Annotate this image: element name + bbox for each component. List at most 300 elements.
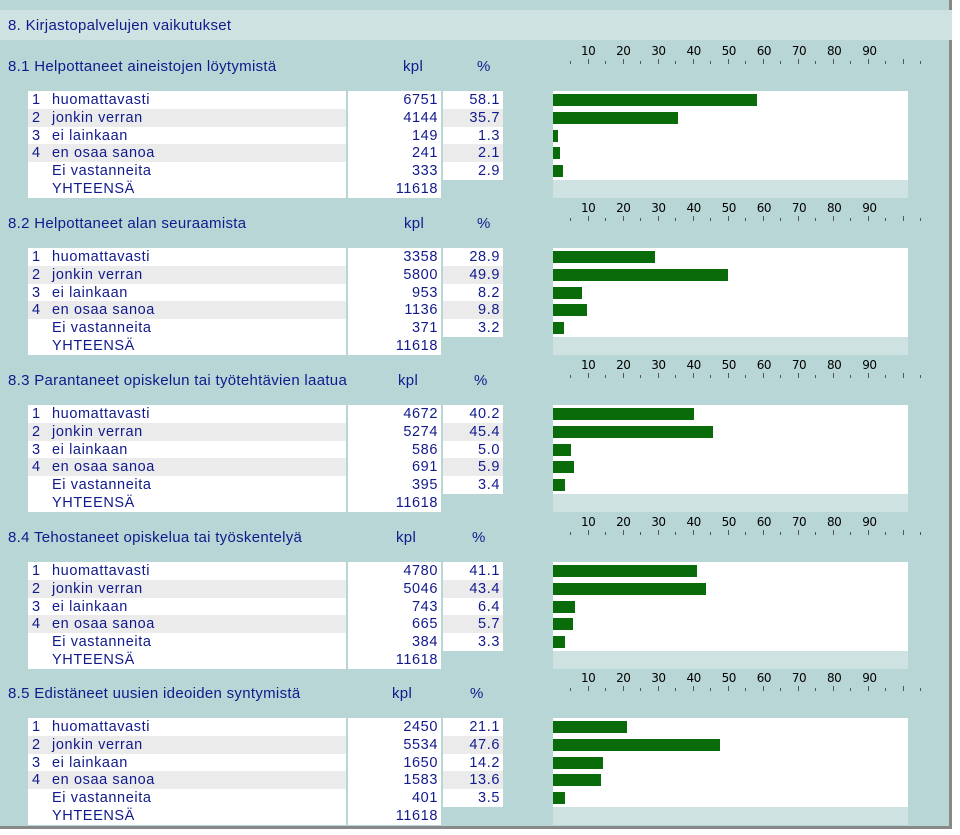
scale-tick-mark — [815, 532, 816, 535]
row-number: 2 — [32, 736, 41, 753]
scale-tick-mark — [868, 373, 869, 378]
row-kpl: 3358 — [403, 249, 438, 265]
scale-tick-label: 60 — [756, 671, 772, 685]
scale-tick-mark — [833, 686, 834, 691]
column-header-kpl: kpl — [403, 58, 424, 75]
scale-tick-mark — [920, 218, 921, 221]
scale-tick-label: 50 — [721, 358, 736, 372]
total-label: YHTEENSÄ — [52, 181, 135, 197]
percent-scale — [560, 201, 920, 225]
row-kpl: 743 — [412, 598, 438, 615]
total-bar-track — [553, 651, 908, 669]
scale-tick-mark — [868, 216, 869, 221]
row-percent: 1.3 — [478, 127, 500, 144]
scale-tick-mark — [815, 688, 816, 691]
total-label: YHTEENSÄ — [52, 652, 135, 668]
scale-tick-mark — [710, 532, 711, 535]
scale-tick-label: 10 — [581, 358, 596, 372]
scale-tick-mark — [798, 530, 799, 535]
scale-tick-label: 80 — [827, 358, 842, 372]
section-title: 8.2 Helpottaneet alan seuraamista — [8, 215, 247, 232]
row-percent: 5.7 — [478, 616, 500, 633]
scale-tick-mark — [833, 530, 834, 535]
chart-bar — [553, 757, 603, 769]
scale-tick-mark — [675, 375, 676, 378]
bar-track — [553, 405, 908, 423]
total-bar-track — [553, 180, 908, 198]
scale-tick-mark — [640, 532, 641, 535]
row-percent: 58.1 — [469, 92, 500, 108]
row-number: 1 — [32, 249, 41, 265]
page-title: 8. Kirjastopalvelujen vaikutukset — [8, 17, 232, 34]
scale-tick-mark — [728, 216, 729, 221]
scale-tick-label: 60 — [756, 201, 772, 215]
scale-tick-label: 70 — [791, 671, 807, 685]
bar-track — [553, 144, 908, 162]
scale-tick-mark — [728, 373, 729, 378]
scale-tick-mark — [885, 688, 886, 691]
chart-bar — [553, 94, 757, 106]
scale-tick-label: 70 — [791, 358, 807, 372]
chart-bar — [553, 269, 728, 281]
row-label: huomattavasti — [52, 406, 151, 422]
row-label: huomattavasti — [52, 92, 151, 108]
chart-bar — [553, 583, 706, 595]
scale-tick-mark — [710, 375, 711, 378]
row-percent: 45.4 — [469, 423, 500, 440]
row-percent: 21.1 — [469, 719, 500, 735]
chart-bar — [553, 251, 655, 263]
row-label: jonkin verran — [52, 736, 143, 753]
row-percent: 6.4 — [478, 598, 500, 615]
scale-tick-label: 70 — [791, 515, 807, 529]
row-label: ei lainkaan — [52, 127, 128, 144]
row-percent: 47.6 — [469, 736, 500, 753]
row-number: 3 — [32, 754, 41, 771]
scale-tick-mark — [658, 530, 659, 535]
scale-tick-mark — [745, 61, 746, 64]
row-number: 2 — [32, 266, 41, 283]
row-label: huomattavasti — [52, 563, 151, 579]
row-percent: 35.7 — [469, 109, 500, 126]
bar-track — [553, 458, 908, 476]
row-number: 3 — [32, 598, 41, 615]
row-number: 4 — [32, 302, 41, 319]
scale-tick-mark — [640, 375, 641, 378]
chart-bar — [553, 792, 565, 804]
chart-bar — [553, 112, 678, 124]
bar-track — [553, 109, 908, 127]
scale-tick-mark — [623, 216, 624, 221]
column-header-kpl: kpl — [404, 215, 425, 232]
total-bar-track — [553, 337, 908, 355]
row-kpl: 4144 — [403, 109, 438, 126]
scale-tick-mark — [728, 59, 729, 64]
row-percent: 3.4 — [478, 477, 500, 494]
row-label: en osaa sanoa — [52, 616, 155, 633]
row-number: 1 — [32, 719, 41, 735]
scale-tick-label: 60 — [756, 515, 772, 529]
chart-bar — [553, 444, 571, 456]
scale-tick-label: 80 — [827, 201, 842, 215]
scale-tick-mark — [710, 688, 711, 691]
total-kpl: 11618 — [395, 338, 438, 354]
row-percent: 5.9 — [478, 459, 500, 476]
total-label: YHTEENSÄ — [52, 338, 135, 354]
scale-tick-mark — [570, 688, 571, 691]
row-percent: 3.3 — [478, 634, 500, 651]
scale-tick-mark — [850, 61, 851, 64]
bar-track — [553, 562, 908, 580]
column-header-kpl: kpl — [396, 529, 417, 546]
scale-tick-label: 10 — [581, 515, 596, 529]
row-number: 2 — [32, 109, 41, 126]
scale-tick-mark — [850, 688, 851, 691]
column-header-percent: % — [470, 685, 484, 702]
scale-tick-mark — [868, 686, 869, 691]
row-kpl: 6751 — [403, 92, 438, 108]
scale-tick-label: 20 — [616, 44, 631, 58]
scale-tick-mark — [710, 61, 711, 64]
chart-bar — [553, 739, 720, 751]
scale-tick-mark — [640, 688, 641, 691]
scale-tick-label: 80 — [827, 44, 842, 58]
scale-tick-mark — [920, 532, 921, 535]
scale-tick-mark — [675, 532, 676, 535]
row-label: en osaa sanoa — [52, 772, 155, 789]
scale-tick-label: 30 — [651, 671, 666, 685]
row-label: ei lainkaan — [52, 441, 128, 458]
scale-tick-mark — [693, 373, 694, 378]
total-kpl: 11618 — [395, 495, 438, 511]
row-percent: 8.2 — [478, 284, 500, 301]
scale-tick-mark — [780, 61, 781, 64]
row-percent: 49.9 — [469, 266, 500, 283]
total-kpl: 11618 — [395, 181, 438, 197]
scale-tick-mark — [885, 532, 886, 535]
scale-tick-label: 30 — [651, 515, 666, 529]
scale-tick-label: 20 — [616, 515, 631, 529]
scale-tick-label: 70 — [791, 201, 807, 215]
bar-track — [553, 789, 908, 807]
column-header-percent: % — [477, 58, 491, 75]
scale-tick-mark — [833, 59, 834, 64]
chart-bar — [553, 130, 558, 142]
scale-tick-mark — [833, 216, 834, 221]
scale-tick-mark — [588, 59, 589, 64]
bar-track — [553, 423, 908, 441]
row-number: 3 — [32, 441, 41, 458]
scale-tick-label: 80 — [827, 671, 842, 685]
scale-tick-label: 90 — [862, 515, 877, 529]
row-kpl: 333 — [412, 163, 438, 180]
row-number: 3 — [32, 127, 41, 144]
scale-tick-mark — [868, 530, 869, 535]
row-kpl: 953 — [412, 284, 438, 301]
row-percent: 43.4 — [469, 580, 500, 597]
scale-tick-mark — [745, 375, 746, 378]
scale-tick-mark — [728, 530, 729, 535]
chart-bar — [553, 322, 564, 334]
chart-bar — [553, 461, 574, 473]
chart-bar — [553, 426, 713, 438]
scale-tick-mark — [693, 686, 694, 691]
row-num-cell — [28, 162, 48, 180]
row-percent: 14.2 — [469, 754, 500, 771]
scale-tick-mark — [675, 218, 676, 221]
scale-tick-mark — [623, 59, 624, 64]
scale-tick-mark — [850, 218, 851, 221]
chart-bar — [553, 479, 565, 491]
row-num-cell — [28, 789, 48, 807]
row-percent: 3.5 — [478, 790, 500, 807]
scale-tick-mark — [605, 375, 606, 378]
scale-tick-mark — [605, 218, 606, 221]
scale-tick-mark — [763, 686, 764, 691]
total-kpl: 11618 — [395, 808, 438, 824]
scale-tick-mark — [903, 216, 904, 221]
row-number: 1 — [32, 563, 41, 579]
scale-tick-label: 50 — [721, 44, 736, 58]
row-kpl: 401 — [412, 790, 438, 807]
total-label: YHTEENSÄ — [52, 495, 135, 511]
bar-track — [553, 91, 908, 109]
scale-tick-mark — [658, 373, 659, 378]
scale-tick-mark — [763, 59, 764, 64]
scale-tick-label: 10 — [581, 201, 596, 215]
scale-tick-mark — [815, 375, 816, 378]
column-header-percent: % — [472, 529, 486, 546]
row-num-cell — [28, 633, 48, 651]
row-kpl: 5800 — [403, 266, 438, 283]
scale-tick-mark — [605, 532, 606, 535]
chart-bar — [553, 601, 575, 613]
row-kpl: 395 — [412, 477, 438, 494]
scale-tick-mark — [675, 688, 676, 691]
bar-track — [553, 754, 908, 772]
scale-tick-label: 40 — [686, 201, 701, 215]
scale-tick-label: 20 — [616, 358, 631, 372]
row-kpl: 5274 — [403, 423, 438, 440]
bar-track — [553, 441, 908, 459]
chart-bar — [553, 774, 601, 786]
row-num-cell — [28, 319, 48, 337]
scale-tick-label: 10 — [581, 671, 596, 685]
column-header-percent: % — [477, 215, 491, 232]
scale-tick-mark — [675, 61, 676, 64]
percent-scale — [560, 671, 920, 695]
row-percent: 2.1 — [478, 145, 500, 162]
chart-bar — [553, 565, 697, 577]
row-label: Ei vastanneita — [52, 163, 152, 180]
bar-track — [553, 248, 908, 266]
scale-tick-mark — [868, 59, 869, 64]
row-label: Ei vastanneita — [52, 634, 152, 651]
scale-tick-label: 90 — [862, 201, 877, 215]
scale-tick-mark — [745, 532, 746, 535]
row-label: jonkin verran — [52, 423, 143, 440]
bar-track — [553, 633, 908, 651]
scale-tick-mark — [763, 373, 764, 378]
chart-bar — [553, 636, 565, 648]
scale-tick-label: 90 — [862, 44, 877, 58]
scale-tick-mark — [780, 375, 781, 378]
scale-tick-mark — [570, 532, 571, 535]
row-number: 3 — [32, 284, 41, 301]
scale-tick-mark — [605, 61, 606, 64]
row-number: 1 — [32, 406, 41, 422]
row-label: jonkin verran — [52, 109, 143, 126]
scale-tick-mark — [745, 218, 746, 221]
percent-scale — [560, 358, 920, 382]
chart-bar — [553, 287, 582, 299]
percent-scale — [560, 515, 920, 539]
row-label: Ei vastanneita — [52, 477, 152, 494]
scale-tick-mark — [693, 216, 694, 221]
scale-tick-mark — [798, 59, 799, 64]
scale-tick-mark — [588, 216, 589, 221]
scale-tick-label: 60 — [756, 44, 772, 58]
row-kpl: 371 — [412, 320, 438, 337]
row-number: 4 — [32, 772, 41, 789]
bar-track — [553, 718, 908, 736]
scale-tick-label: 50 — [721, 201, 736, 215]
row-kpl: 2450 — [403, 719, 438, 735]
bar-track — [553, 580, 908, 598]
chart-bar — [553, 304, 587, 316]
scale-tick-mark — [745, 688, 746, 691]
scale-tick-label: 30 — [651, 358, 666, 372]
scale-tick-mark — [710, 218, 711, 221]
chart-bar — [553, 408, 694, 420]
scale-tick-label: 20 — [616, 671, 631, 685]
scale-tick-label: 40 — [686, 358, 701, 372]
scale-tick-mark — [588, 686, 589, 691]
row-kpl: 4672 — [403, 406, 438, 422]
scale-tick-mark — [920, 375, 921, 378]
section-title: 8.1 Helpottaneet aineistojen löytymistä — [8, 58, 277, 75]
scale-tick-mark — [570, 61, 571, 64]
row-label: huomattavasti — [52, 719, 151, 735]
scale-tick-mark — [920, 61, 921, 64]
row-num-cell — [28, 476, 48, 494]
scale-tick-label: 50 — [721, 515, 736, 529]
scale-tick-mark — [815, 61, 816, 64]
row-kpl: 384 — [412, 634, 438, 651]
scale-tick-label: 30 — [651, 44, 666, 58]
section-title: 8.3 Parantaneet opiskelun tai työtehtävien laatua — [8, 372, 348, 389]
row-kpl: 149 — [412, 127, 438, 144]
row-kpl: 1583 — [403, 772, 438, 789]
row-percent: 28.9 — [469, 249, 500, 265]
row-kpl: 241 — [412, 145, 438, 162]
row-percent: 2.9 — [478, 163, 500, 180]
row-label: en osaa sanoa — [52, 302, 155, 319]
bar-track — [553, 771, 908, 789]
scale-tick-mark — [623, 373, 624, 378]
scale-tick-mark — [920, 688, 921, 691]
scale-tick-mark — [763, 216, 764, 221]
scale-tick-mark — [903, 373, 904, 378]
scale-tick-mark — [570, 375, 571, 378]
row-percent: 5.0 — [478, 441, 500, 458]
bar-track — [553, 598, 908, 616]
row-label: jonkin verran — [52, 580, 143, 597]
scale-tick-mark — [623, 686, 624, 691]
scale-tick-mark — [570, 218, 571, 221]
row-label: jonkin verran — [52, 266, 143, 283]
scale-tick-mark — [605, 688, 606, 691]
row-kpl: 5534 — [403, 736, 438, 753]
scale-tick-mark — [658, 59, 659, 64]
scale-tick-mark — [903, 59, 904, 64]
scale-tick-label: 90 — [862, 358, 877, 372]
scale-tick-mark — [640, 61, 641, 64]
scale-tick-mark — [885, 375, 886, 378]
total-kpl: 11618 — [395, 652, 438, 668]
scale-tick-mark — [640, 218, 641, 221]
scale-tick-mark — [885, 61, 886, 64]
total-label: YHTEENSÄ — [52, 808, 135, 824]
scale-tick-label: 30 — [651, 201, 666, 215]
scale-tick-mark — [885, 218, 886, 221]
row-percent: 40.2 — [469, 406, 500, 422]
scale-tick-mark — [903, 530, 904, 535]
scale-tick-label: 40 — [686, 671, 701, 685]
row-kpl: 1650 — [403, 754, 438, 771]
percent-scale — [560, 44, 920, 68]
scale-tick-mark — [798, 686, 799, 691]
row-kpl: 4780 — [403, 563, 438, 579]
bar-track — [553, 615, 908, 633]
column-header-kpl: kpl — [392, 685, 413, 702]
scale-tick-mark — [693, 59, 694, 64]
row-percent: 13.6 — [469, 772, 500, 789]
bar-track — [553, 301, 908, 319]
scale-tick-mark — [658, 216, 659, 221]
row-number: 4 — [32, 616, 41, 633]
scale-tick-mark — [833, 373, 834, 378]
scale-tick-mark — [780, 688, 781, 691]
bar-track — [553, 736, 908, 754]
scale-tick-mark — [780, 532, 781, 535]
column-header-kpl: kpl — [398, 372, 419, 389]
row-percent: 3.2 — [478, 320, 500, 337]
row-label: en osaa sanoa — [52, 459, 155, 476]
scale-tick-label: 40 — [686, 515, 701, 529]
section-title: 8.5 Edistäneet uusien ideoiden syntymistä — [8, 685, 301, 702]
bar-track — [553, 476, 908, 494]
bar-track — [553, 127, 908, 145]
scale-tick-mark — [658, 686, 659, 691]
scale-tick-label: 90 — [862, 671, 877, 685]
scale-tick-mark — [798, 373, 799, 378]
chart-bar — [553, 165, 563, 177]
scale-tick-mark — [728, 686, 729, 691]
row-number: 2 — [32, 580, 41, 597]
total-bar-track — [553, 494, 908, 512]
row-kpl: 665 — [412, 616, 438, 633]
scale-tick-label: 50 — [721, 671, 736, 685]
scale-tick-label: 40 — [686, 44, 701, 58]
column-header-percent: % — [474, 372, 488, 389]
row-label: huomattavasti — [52, 249, 151, 265]
row-percent: 9.8 — [478, 302, 500, 319]
row-kpl: 5046 — [403, 580, 438, 597]
row-kpl: 1136 — [404, 302, 438, 319]
row-percent: 41.1 — [469, 563, 500, 579]
scale-tick-mark — [588, 530, 589, 535]
